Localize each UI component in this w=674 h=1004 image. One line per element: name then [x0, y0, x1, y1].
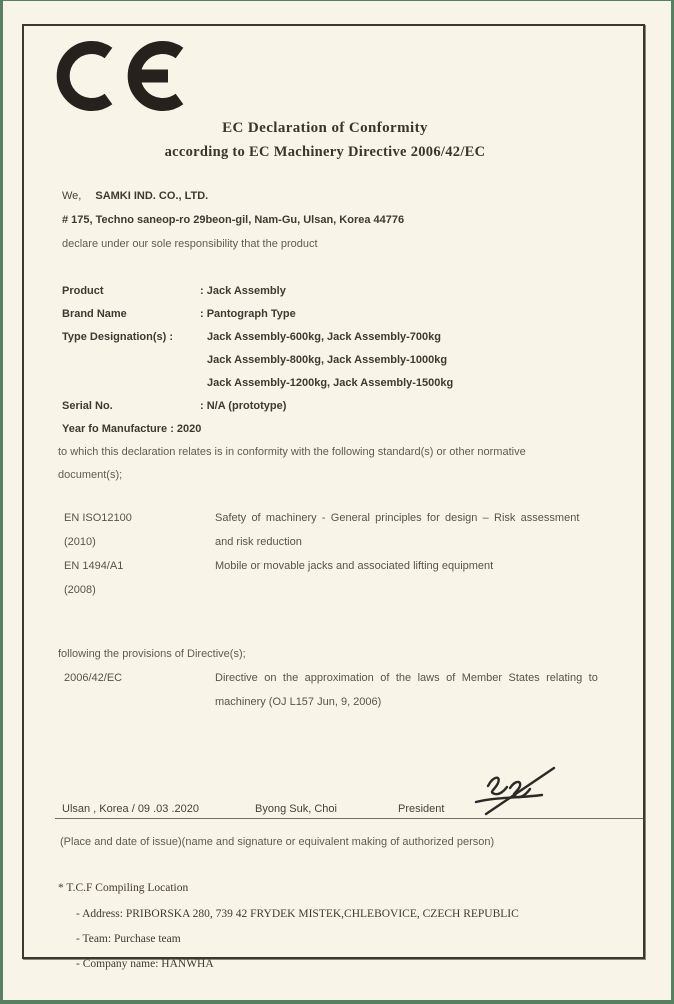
we-label: We,	[62, 190, 82, 202]
serial-value: : N/A (prototype)	[200, 400, 287, 412]
standard-code: (2008)	[64, 584, 96, 596]
standard-code: EN ISO12100	[64, 512, 132, 524]
type-designation-line-1: Jack Assembly-600kg, Jack Assembly-700kg	[207, 331, 441, 343]
standard-code: EN 1494/A1	[64, 560, 124, 572]
brand-label: Brand Name	[62, 308, 127, 320]
company-name: SAMKI IND. CO., LTD.	[95, 190, 209, 202]
company-line	[62, 190, 208, 202]
title-line-2: according to EC Machinery Directive 2006/42/EC	[164, 144, 486, 160]
standard-description: Mobile or movable jacks and associated lifting equipment	[215, 560, 494, 572]
tcf-location-heading: * T.C.F Compiling Location	[58, 882, 189, 894]
signature-place-date: Ulsan , Korea / 09 .03 .2020	[62, 803, 199, 815]
conformity-intro-line-2: document(s);	[58, 469, 123, 481]
directive-description-line-1: Directive on the approximation of the laws of Member States relating to	[215, 672, 598, 684]
signatory-title: President	[398, 803, 445, 815]
company-address: # 175, Techno saneop-ro 29beon-gil, Nam-Gu, Ulsan, Korea 44776	[62, 214, 405, 226]
standard-description: Safety of machinery - General principles for design – Risk assessment	[215, 512, 580, 524]
type-designation-line-3: Jack Assembly-1200kg, Jack Assembly-1500kg	[207, 377, 454, 389]
directive-code: 2006/42/EC	[64, 672, 123, 684]
title-line-1: EC Declaration of Conformity	[222, 120, 428, 136]
signatory-name: Byong Suk, Choi	[255, 803, 337, 815]
tcf-company-name: - Company name: HANWHA	[76, 958, 214, 970]
signature-scribble	[458, 762, 568, 823]
ce-mark-icon	[55, 40, 203, 117]
signature-rule	[55, 818, 643, 819]
type-designation-label: Type Designation(s) :	[62, 331, 174, 343]
conformity-intro-line-1: to which this declaration relates is in conformity with the following standard(s) or other normative	[58, 446, 526, 458]
declaration-statement: declare under our sole responsibility that the product	[62, 238, 318, 250]
year-of-manufacture-line: Year fo Manufacture : 2020	[62, 423, 202, 435]
product-label: Product	[62, 285, 104, 297]
product-value: : Jack Assembly	[200, 285, 286, 297]
tcf-address: - Address: PRIBORSKA 280, 739 42 FRYDEK MISTEK,CHLEBOVICE, CZECH REPUBLIC	[76, 908, 519, 920]
serial-label: Serial No.	[62, 400, 113, 412]
brand-value: : Pantograph Type	[200, 308, 296, 320]
tcf-team: - Team: Purchase team	[76, 933, 181, 945]
type-designation-line-2: Jack Assembly-800kg, Jack Assembly-1000kg	[207, 354, 448, 366]
standard-code: (2010)	[64, 536, 96, 548]
directive-intro: following the provisions of Directive(s);	[58, 648, 246, 660]
standard-description: and risk reduction	[215, 536, 302, 548]
signature-caption: (Place and date of issue)(name and signature or equivalent making of authorized person)	[60, 836, 495, 848]
document-title-block	[0, 120, 650, 161]
directive-description-line-2: machinery (OJ L157 Jun, 9, 2006)	[215, 696, 382, 708]
